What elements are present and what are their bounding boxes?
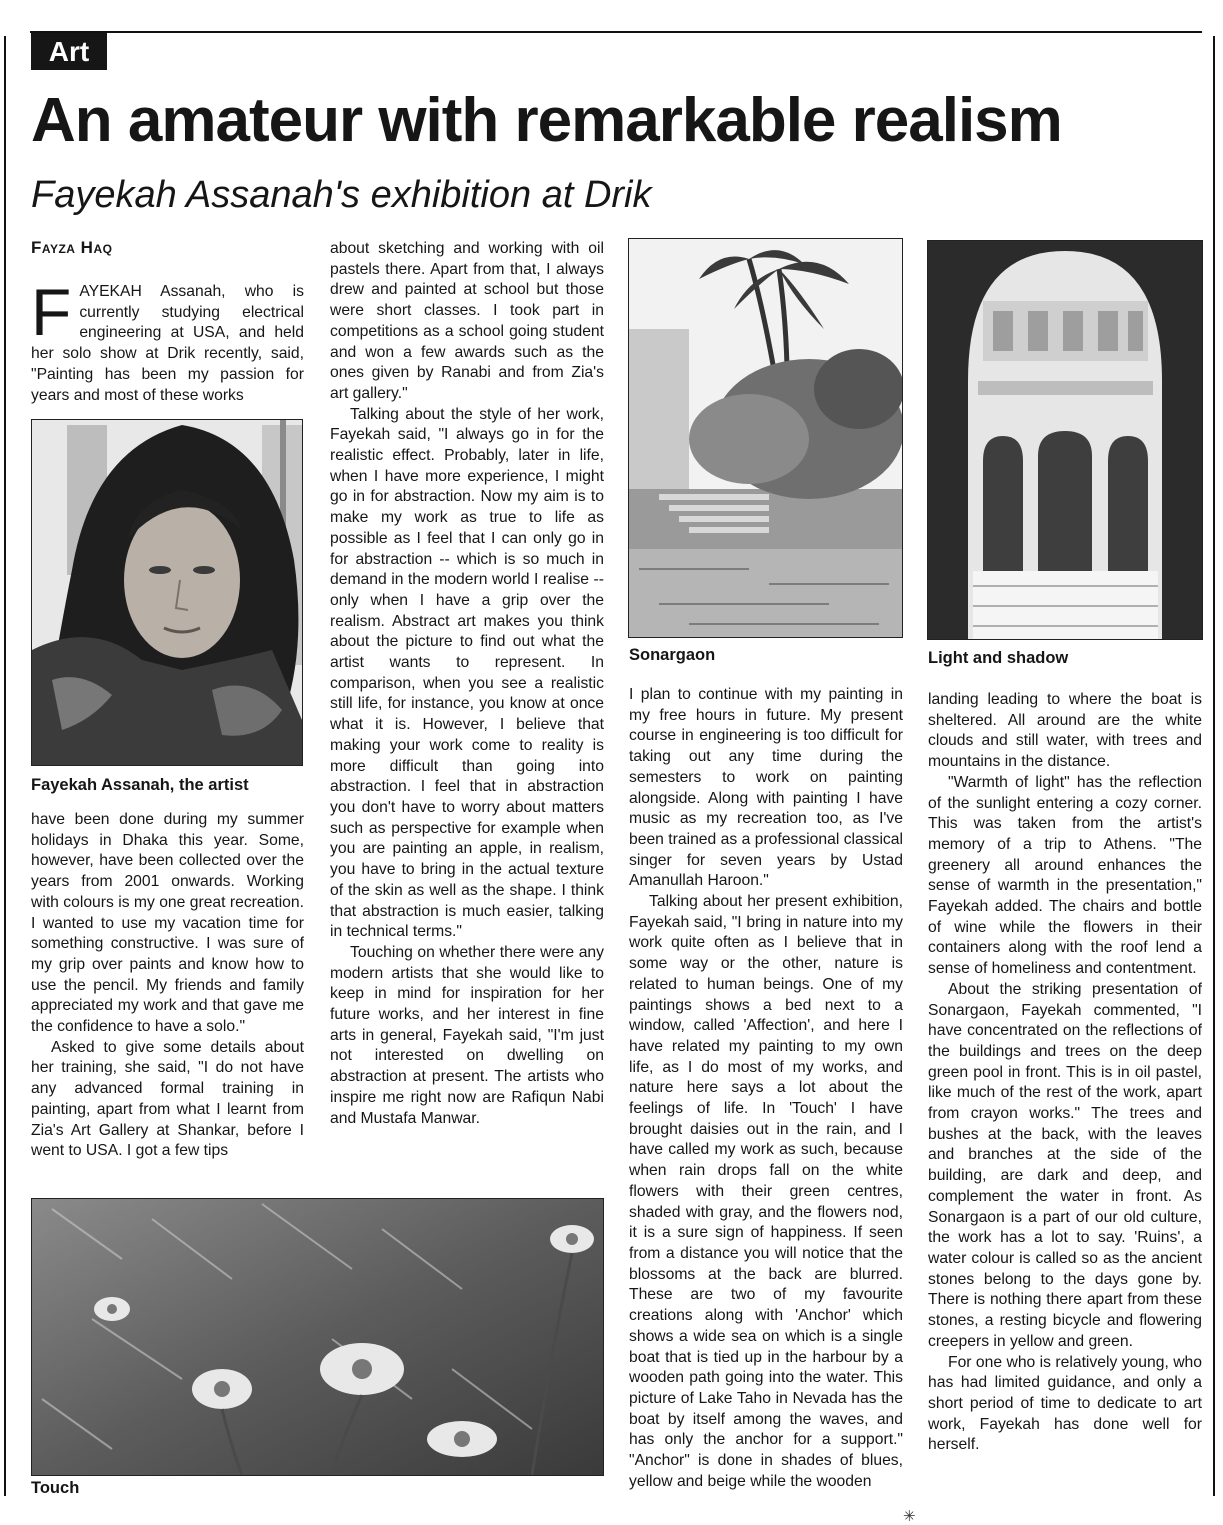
intro-paragraph: AYEKAH Assanah, who is currently studying electrical engineering at USA, and held her solo show at Drik recently, said, "Painting has been my passion for years and most of these works xyxy=(31,283,304,404)
paragraph: For one who is relatively young, who has had limited guidance, and only a short period of time to dedicate to art work, Fayekah has done well for herself. xyxy=(928,1353,1202,1454)
artist-portrait-photo xyxy=(31,419,303,766)
paragraph: Talking about the style of her work, Fayekah said, "I always go in for the realistic effect. Probably, later in life, when I have more experience, I might go in for abstraction. Now my aim is to make my work as true to life as possible as I feel that I can only go in for abstraction -- which is so much in demand in the modern world I realise -- only when I have a grip over the realism. Abstract art makes you think about the picture to find out what the artist wants to represent. In comparison, when you see a realistic still life, for instance, you know at once what it is. However, I believe that making your work come to reality is more difficult than going into abstraction. I feel that in abstraction you don't have to worry about matters such as perspective for example when you are painting an apple, in realism, you have to bring in the actual texture of the skin as well as the shape. I think that abstraction is much easier, talking in technical terms." xyxy=(330,405,604,941)
paragraph: landing leading to where the boat is sheltered. All around are the white clouds and still water, with trees and mountains in the distance. xyxy=(928,691,1202,771)
right-border xyxy=(1213,36,1215,1496)
light-and-shadow-caption: Light and shadow xyxy=(928,649,1069,667)
sonargaon-painting xyxy=(628,238,903,638)
end-ornament-icon: ✳ xyxy=(903,1508,916,1525)
sonargaon-caption: Sonargaon xyxy=(629,646,716,664)
paragraph: Asked to give some details about her training, she said, "I do not have any advanced formal training in painting, apart from what I learnt from Zia's Art Gallery at Shankar, before I went to USA. I got a few tips xyxy=(31,1038,304,1160)
touch-caption: Touch xyxy=(31,1479,80,1497)
column-1-intro xyxy=(31,275,304,406)
touch-painting xyxy=(31,1198,604,1476)
column-2 xyxy=(330,239,604,1129)
paragraph: Touching on whether there were any modern artists that she would like to keep in mind for inspiration for her future works, and her interest in fine arts in general, Fayekah said, "I'm just not interested on dwelling on abstraction at present. The artists who inspire me right now are Rafiqun Nabi and Mustafa Manwar. xyxy=(330,943,604,1127)
paragraph: about sketching and working with oil pastels there. Apart from that, I always drew and painted at school but those were short classes. I took part in competitions as a school going student and won a few awards such as the ones given by Ranabi and from Zia's art gallery." xyxy=(330,240,604,402)
column-1-continued xyxy=(31,810,304,1162)
column-3 xyxy=(629,685,903,1492)
left-border xyxy=(4,36,6,1496)
paragraph: have been done during my summer holidays in Dhaka this year. Some, however, have been collected over the years from 2001 onwards. Working with colours is my one great recreation. I wanted to use my vacation time for something constructive. I was sure of my grip over paints and know how to use the pencil. My friends and family appreciated my work and that gave me the confidence to have a solo." xyxy=(31,811,304,1036)
drop-cap: F xyxy=(31,275,72,349)
paragraph: I plan to continue with my painting in my free hours in future. My present course in engineering is too difficult for taking out any time during the semesters to work on painting alongside. Along with painting I have music as my recreation too, as I've been trained as a professional classical singer for seven years by Ustad Amanullah Haroon." xyxy=(629,686,903,890)
column-4 xyxy=(928,690,1202,1456)
paragraph: Talking about her present exhibition, Fayekah said, "I bring in nature into my work quite often as I believe that in some way or the other, nature is related to human beings. One of my paintings shows a bed next to a window, called 'Affection', and here I have related my painting to my own life, as I do most of my works, and nature here says a lot about the feelings of life. In 'Touch' I have brought daisies out in the rain, and I have called my work as such, because when rain drops fall on the white flowers with their green centres, shaded with gray, and the flowers nod, it is a sure sign of happiness. If seen from a distance you will notice that the blossoms at the back are blurred. These are two of my favourite creations along with 'Anchor' which shows a wide sea on which is a single boat that is tied up in the harbour by a wooden path going into the water. This picture of Lake Taho in Nevada has the boat by itself among the waves, and has only the anchor for a support." "Anchor" is done in shades of blues, yellow and beige while the wooden xyxy=(629,893,903,1490)
subheadline: Fayekah Assanah's exhibition at Drik xyxy=(31,174,652,216)
portrait-caption: Fayekah Assanah, the artist xyxy=(31,776,249,794)
top-rule xyxy=(30,31,1202,33)
paragraph: About the striking presentation of Sonargaon, Fayekah commented, "I have concentrated on the reflections of the buildings and trees on the deep green pool in front. This is in oil pastel, like much of the rest of the work, apart from crayon works." The trees and bushes at the back, with the leaves and branches at the side of the building, are dark and deep, and complement the water in front. As Sonargaon is a part of our old culture, the work has a lot to say. 'Ruins', a water colour is called so as the ancient stones belong to the days gone by. There is nothing there apart from these stones, a resting bicycle and flowering creepers in yellow and green. xyxy=(928,980,1202,1350)
section-label: Art xyxy=(31,33,107,70)
light-and-shadow-painting xyxy=(927,240,1203,640)
headline: An amateur with remarkable realism xyxy=(31,86,1062,155)
byline: Fayza Haq xyxy=(31,238,113,257)
paragraph: "Warmth of light" has the reflection of the sunlight entering a cozy corner. This was taken from the artist's memory of a trip to Athens. "The greenery all around enhances the sense of warmth in the presentation," Fayekah added. The chairs and bottle of wine while the flowers in their containers along with the roof lend a sense of homeliness and contentment. xyxy=(928,773,1202,978)
